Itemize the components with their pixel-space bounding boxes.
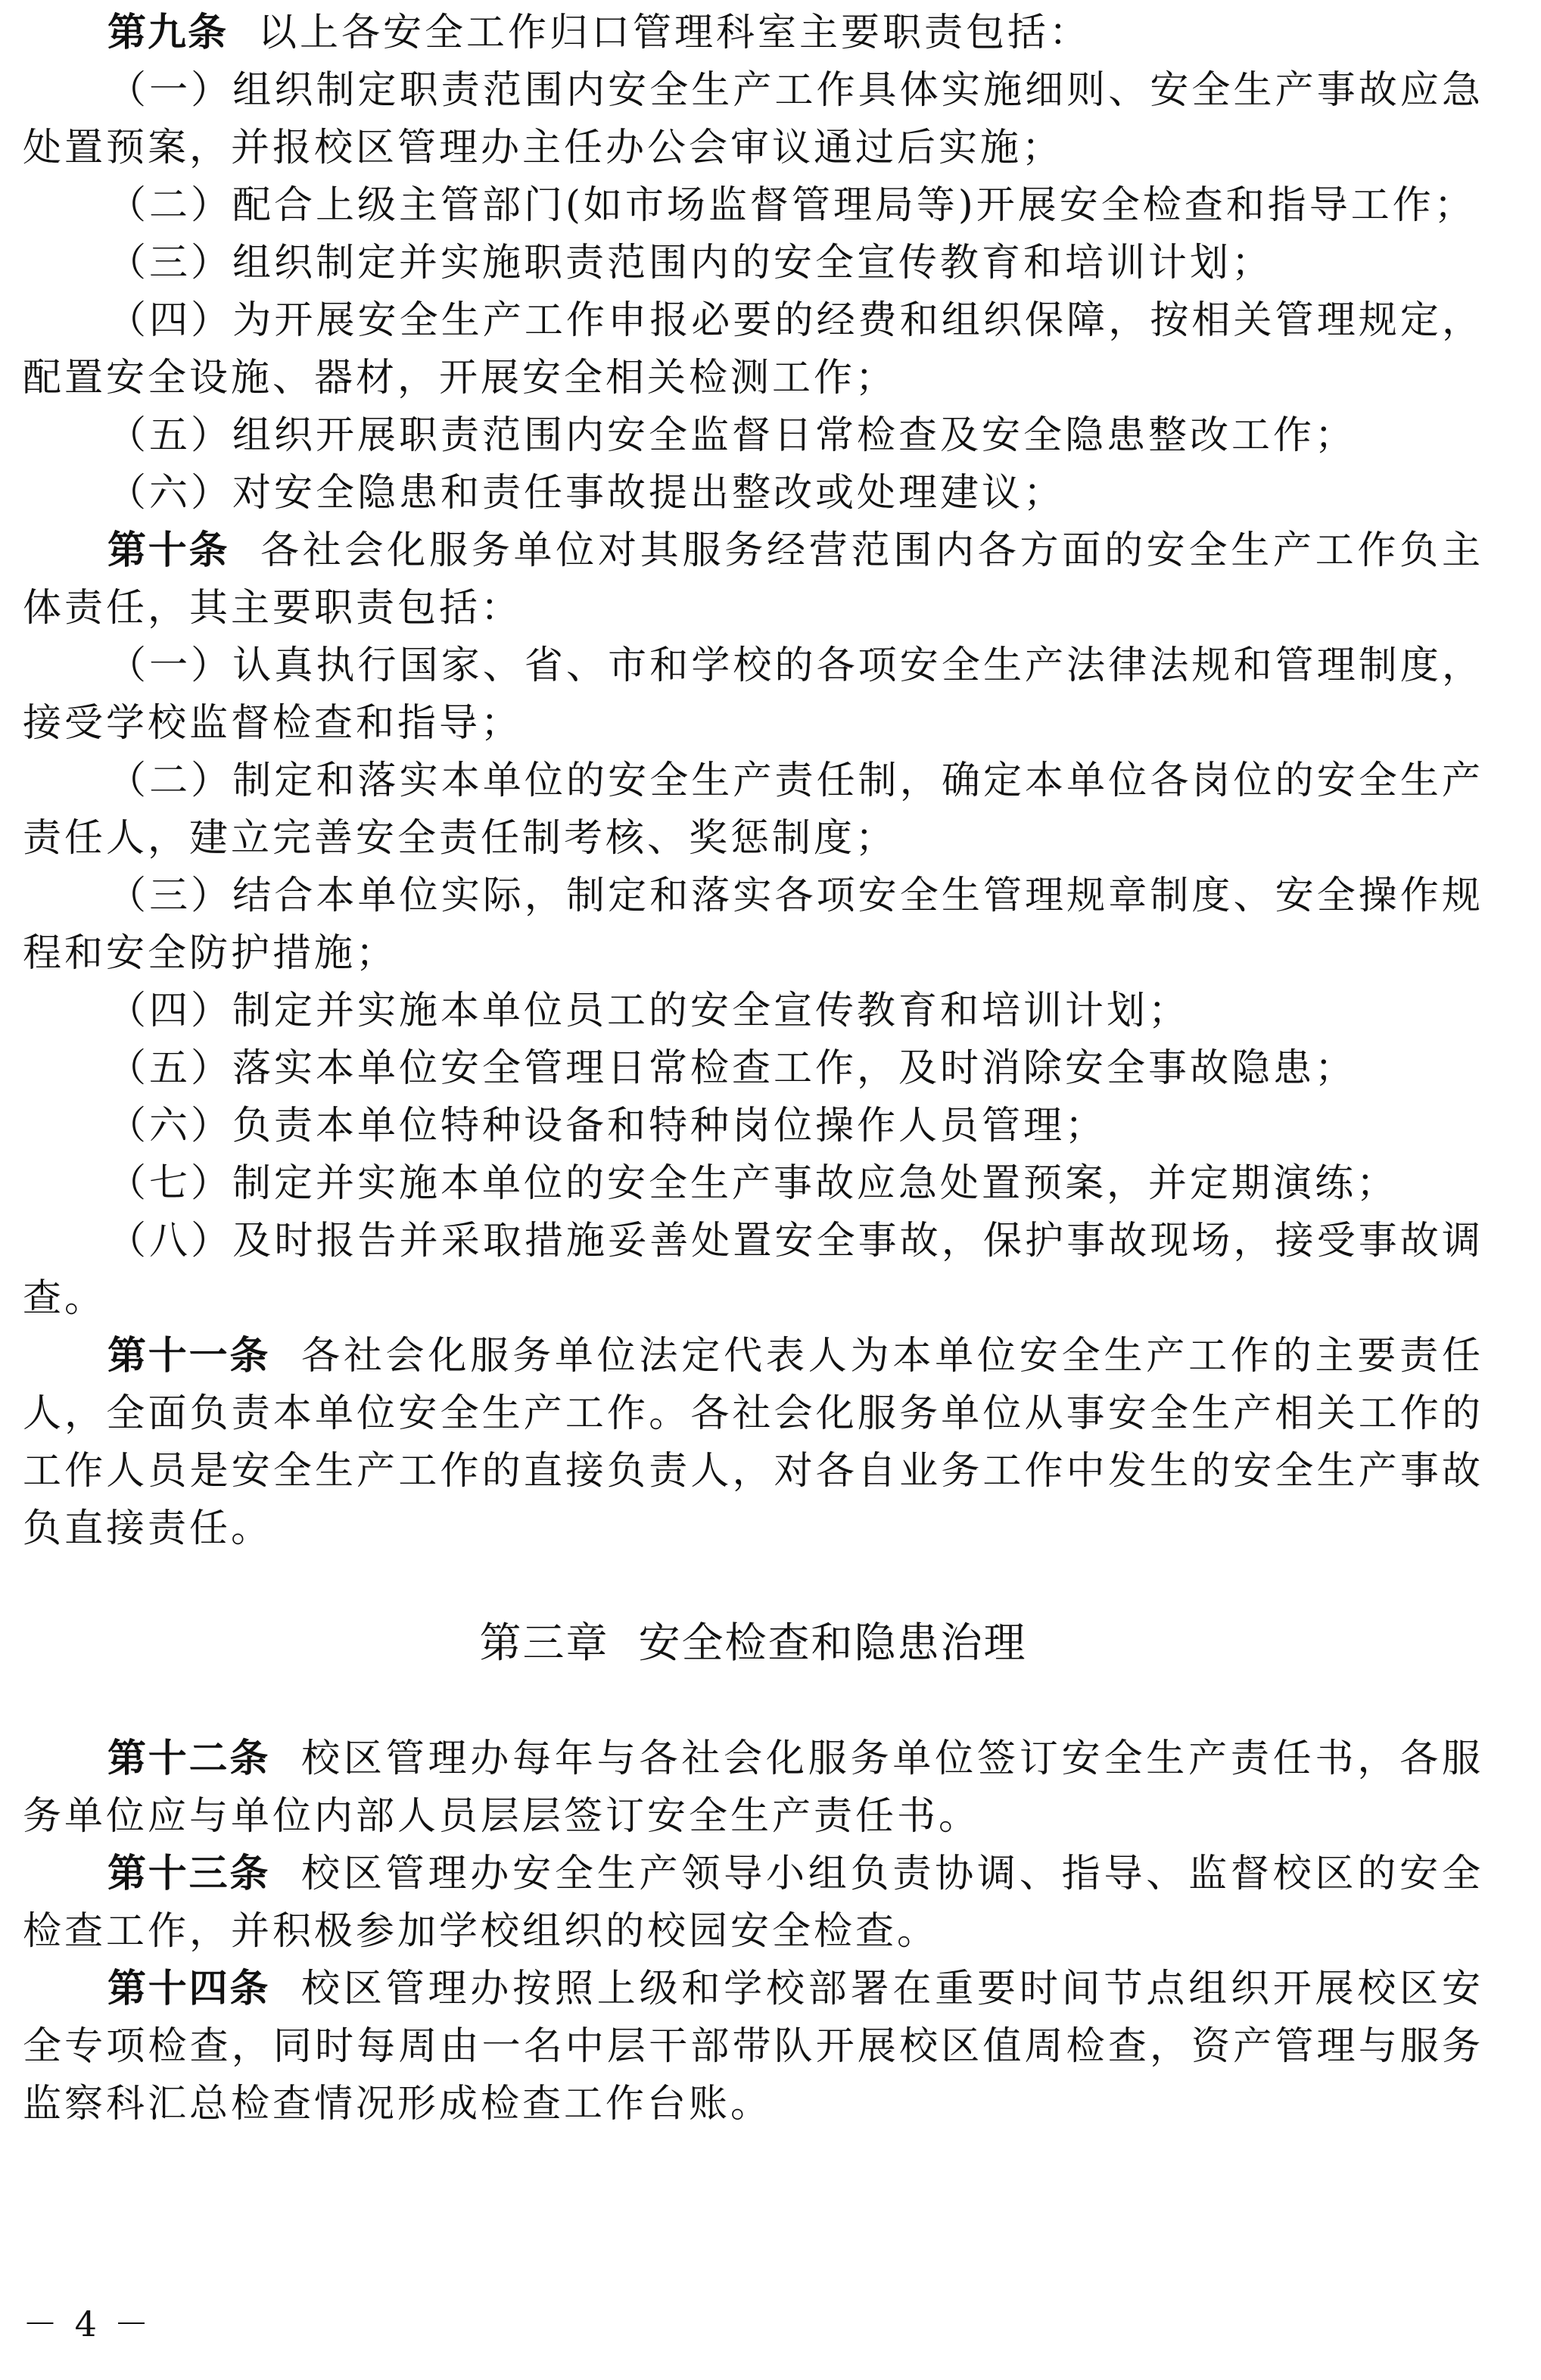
chapter-title: 第三章 安全检查和隐患治理: [479, 1618, 1027, 1667]
paragraph-text: 校区管理办按照上级和学校部署在重要时间节点组织开展校区安全专项检查，同时每周由一名中层干部带队开展校区值周检查，资产管理与服务监察科汇总检查情况形成检查工作台账。: [23, 1967, 1483, 2126]
paragraph-text: 校区管理办每年与各社会化服务单位签订安全生产责任书，各服务单位应与单位内部人员层层签订安全生产责任书。: [23, 1737, 1483, 1839]
article-number: 第十二条: [107, 1737, 271, 1781]
list-item-paragraph: [23, 177, 1483, 235]
list-item-paragraph: [23, 465, 1483, 522]
paragraph-text: 校区管理办安全生产领导小组负责协调、指导、监督校区的安全检查工作，并积极参加学校组织的校园安全检查。: [23, 1852, 1483, 1954]
paragraph-text: 各社会化服务单位对其服务经营范围内各方面的安全生产工作负主体责任，其主要职责包括：: [23, 528, 1483, 631]
article-paragraph: [23, 5, 1483, 62]
paragraph-text: （四）为开展安全生产工作申报必要的经费和组织保障，按相关管理规定，配置安全设施、器材，开展安全相关检测工作；: [23, 298, 1483, 400]
paragraph-text: （一）认真执行国家、省、市和学校的各项安全生产法律法规和管理制度，接受学校监督检查和指导；: [23, 643, 1483, 746]
paragraph-text: （四）制定并实施本单位员工的安全宣传教育和培训计划；: [107, 989, 1191, 1033]
paragraph-text: （一）组织制定职责范围内安全生产工作具体实施细则、安全生产事故应急处置预案，并报校区管理办主任办公会审议通过后实施；: [23, 68, 1483, 170]
article-number: 第十条: [107, 528, 230, 573]
list-item-paragraph: [23, 62, 1483, 177]
list-item-paragraph: [23, 407, 1483, 465]
article-number: 第十三条: [107, 1852, 271, 1896]
paragraph-text: （八）及时报告并采取措施妥善处置安全事故，保护事故现场，接受事故调查。: [23, 1219, 1483, 1321]
page-number: － 4 －: [23, 2304, 152, 2344]
paragraph-text: 以上各安全工作归口管理科室主要职责包括：: [258, 11, 1091, 55]
article-paragraph: [23, 1961, 1483, 2133]
paragraph-text: （二）制定和落实本单位的安全生产责任制，确定本单位各岗位的安全生产责任人，建立完善安全责任制考核、奖惩制度；: [23, 759, 1483, 861]
paragraph-text: （五）组织开展职责范围内安全监督日常检查及安全隐患整改工作；: [107, 413, 1357, 458]
article-number: 第十四条: [107, 1967, 271, 2011]
article-paragraph: [23, 1846, 1483, 1961]
paragraph-text: （三）结合本单位实际，制定和落实各项安全生管理规章制度、安全操作规程和安全防护措施；: [23, 874, 1483, 976]
paragraph-text: （三）组织制定并实施职责范围内的安全宣传教育和培训计划；: [107, 241, 1274, 285]
list-item-paragraph: [23, 1155, 1483, 1213]
article-group-inspection: [23, 1730, 1483, 2133]
article-number: 第十一条: [107, 1334, 271, 1378]
paragraph-text: （五）落实本单位安全管理日常检查工作，及时消除安全事故隐患；: [107, 1046, 1357, 1091]
paragraph-text: （二）配合上级主管部门(如市场监督管理局等)开展安全检查和指导工作；: [107, 183, 1476, 228]
article-paragraph: [23, 1328, 1483, 1558]
paragraph-text: （六）对安全隐患和责任事故提出整改或处理建议；: [107, 471, 1066, 516]
list-item-paragraph: [23, 637, 1483, 752]
list-item-paragraph: [23, 1213, 1483, 1328]
article-group-responsibilities: [23, 5, 1483, 1558]
list-item-paragraph: [23, 1098, 1483, 1155]
list-item-paragraph: [23, 292, 1483, 407]
list-item-paragraph: [23, 983, 1483, 1040]
paragraph-text: （七）制定并实施本单位的安全生产事故应急处置预案，并定期演练；: [107, 1161, 1399, 1206]
list-item-paragraph: [23, 235, 1483, 292]
paragraph-text: （六）负责本单位特种设备和特种岗位操作人员管理；: [107, 1104, 1107, 1148]
document-page: [23, 5, 1483, 2133]
list-item-paragraph: [23, 1040, 1483, 1098]
list-item-paragraph: [23, 752, 1483, 868]
paragraph-text: 各社会化服务单位法定代表人为本单位安全生产工作的主要责任人，全面负责本单位安全生产工作。各社会化服务单位从事安全生产相关工作的工作人员是安全生产工作的直接负责人，对各自业务工作中发生的安全生产事故负直接责任。: [23, 1334, 1483, 1551]
list-item-paragraph: [23, 868, 1483, 983]
article-paragraph: [23, 522, 1483, 637]
article-paragraph: [23, 1730, 1483, 1846]
article-number: 第九条: [107, 11, 229, 55]
